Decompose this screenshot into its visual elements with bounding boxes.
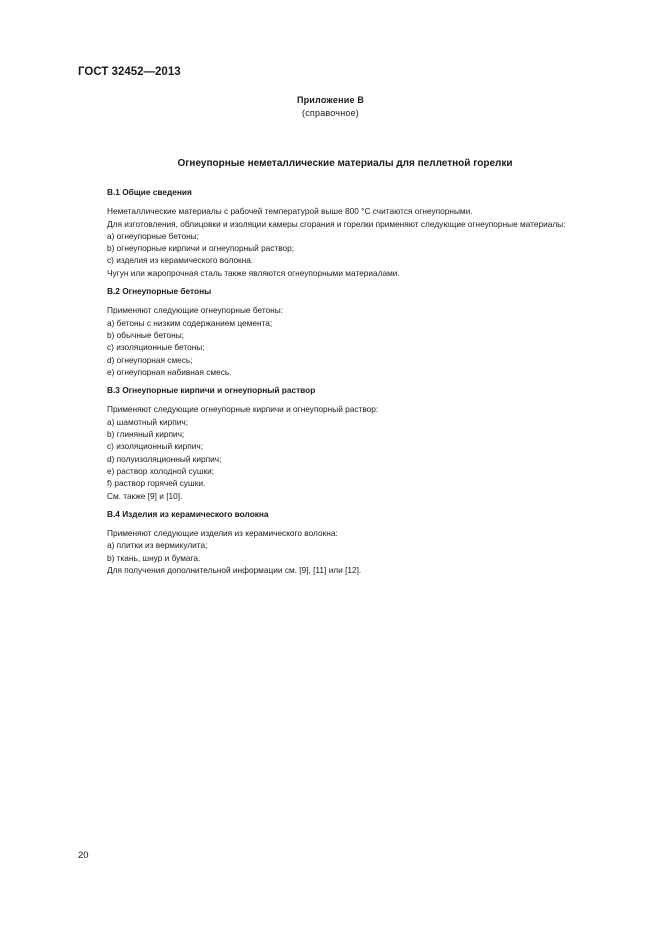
paragraph: См. также [9] и [10]. bbox=[107, 490, 183, 501]
paragraph: Чугун или жаропрочная сталь также являются огнеупорными материалами. bbox=[107, 267, 400, 278]
paragraph: Применяют следующие огнеупорные бетоны: bbox=[107, 305, 284, 316]
list-item: е) огнеупорная набивная смесь. bbox=[107, 366, 232, 377]
paragraph: Применяют следующие изделия из керамического волокна: bbox=[107, 528, 338, 539]
list-item: а) плитки из вермикулита; bbox=[107, 540, 208, 551]
document-body bbox=[78, 186, 618, 576]
list-item: с) изоляционный кирпич; bbox=[107, 441, 204, 452]
list-item: d) полуизоляционный кирпич; bbox=[107, 453, 222, 464]
paragraph: Применяют следующие огнеупорные кирпичи и огнеупорный раствор: bbox=[107, 404, 379, 415]
page-number: 20 bbox=[78, 850, 89, 861]
list-item: b) ткань, шнур и бумага. bbox=[107, 552, 201, 563]
section-heading-b1: В.1 Общие сведения bbox=[107, 187, 192, 197]
list-item: b) глиняный кирпич; bbox=[107, 429, 185, 440]
appendix-subtitle: (справочное) bbox=[302, 108, 359, 118]
list-item: с) изоляционные бетоны; bbox=[107, 342, 205, 353]
list-item: а) шамотный кирпич; bbox=[107, 416, 189, 427]
main-title: Огнеупорные неметаллические материалы для пеллетной горелки bbox=[177, 158, 513, 169]
section-heading-b2: В.2 Огнеупорные бетоны bbox=[107, 286, 212, 297]
list-item: d) огнеупорная смесь; bbox=[107, 354, 193, 365]
section-heading-b4: В.4 Изделия из керамического волокна bbox=[107, 508, 269, 519]
appendix-title: Приложение В bbox=[296, 95, 365, 105]
paragraph: Для получения дополнительной информации см. [9], [11] или [12]. bbox=[107, 565, 362, 576]
paragraph: Для изготовления, облицовки и изоляции камеры сгорания и горелки применяют следующие огнеупорные материалы: bbox=[107, 218, 566, 229]
document-header: ГОСТ 32452—2013 bbox=[78, 66, 181, 78]
list-item: а) бетоны с низким содержанием цемента; bbox=[107, 317, 273, 328]
section-heading-b3: В.3 Огнеупорные кирпичи и огнеупорный раствор bbox=[107, 385, 316, 396]
list-item: е) раствор холодной сушки; bbox=[107, 465, 215, 476]
list-item: с) изделия из керамического волокна. bbox=[107, 255, 254, 266]
list-item: а) огнеупорные бетоны; bbox=[107, 230, 199, 241]
list-item: b) огнеупорные кирпичи и огнеупорный раствор; bbox=[107, 243, 295, 254]
paragraph: Неметаллические материалы с рабочей температурой выше 800 °С считаются огнеупорными. bbox=[107, 206, 473, 217]
list-item: f) раствор горячей сушки. bbox=[107, 478, 206, 489]
list-item: b) обычные бетоны; bbox=[107, 329, 184, 340]
